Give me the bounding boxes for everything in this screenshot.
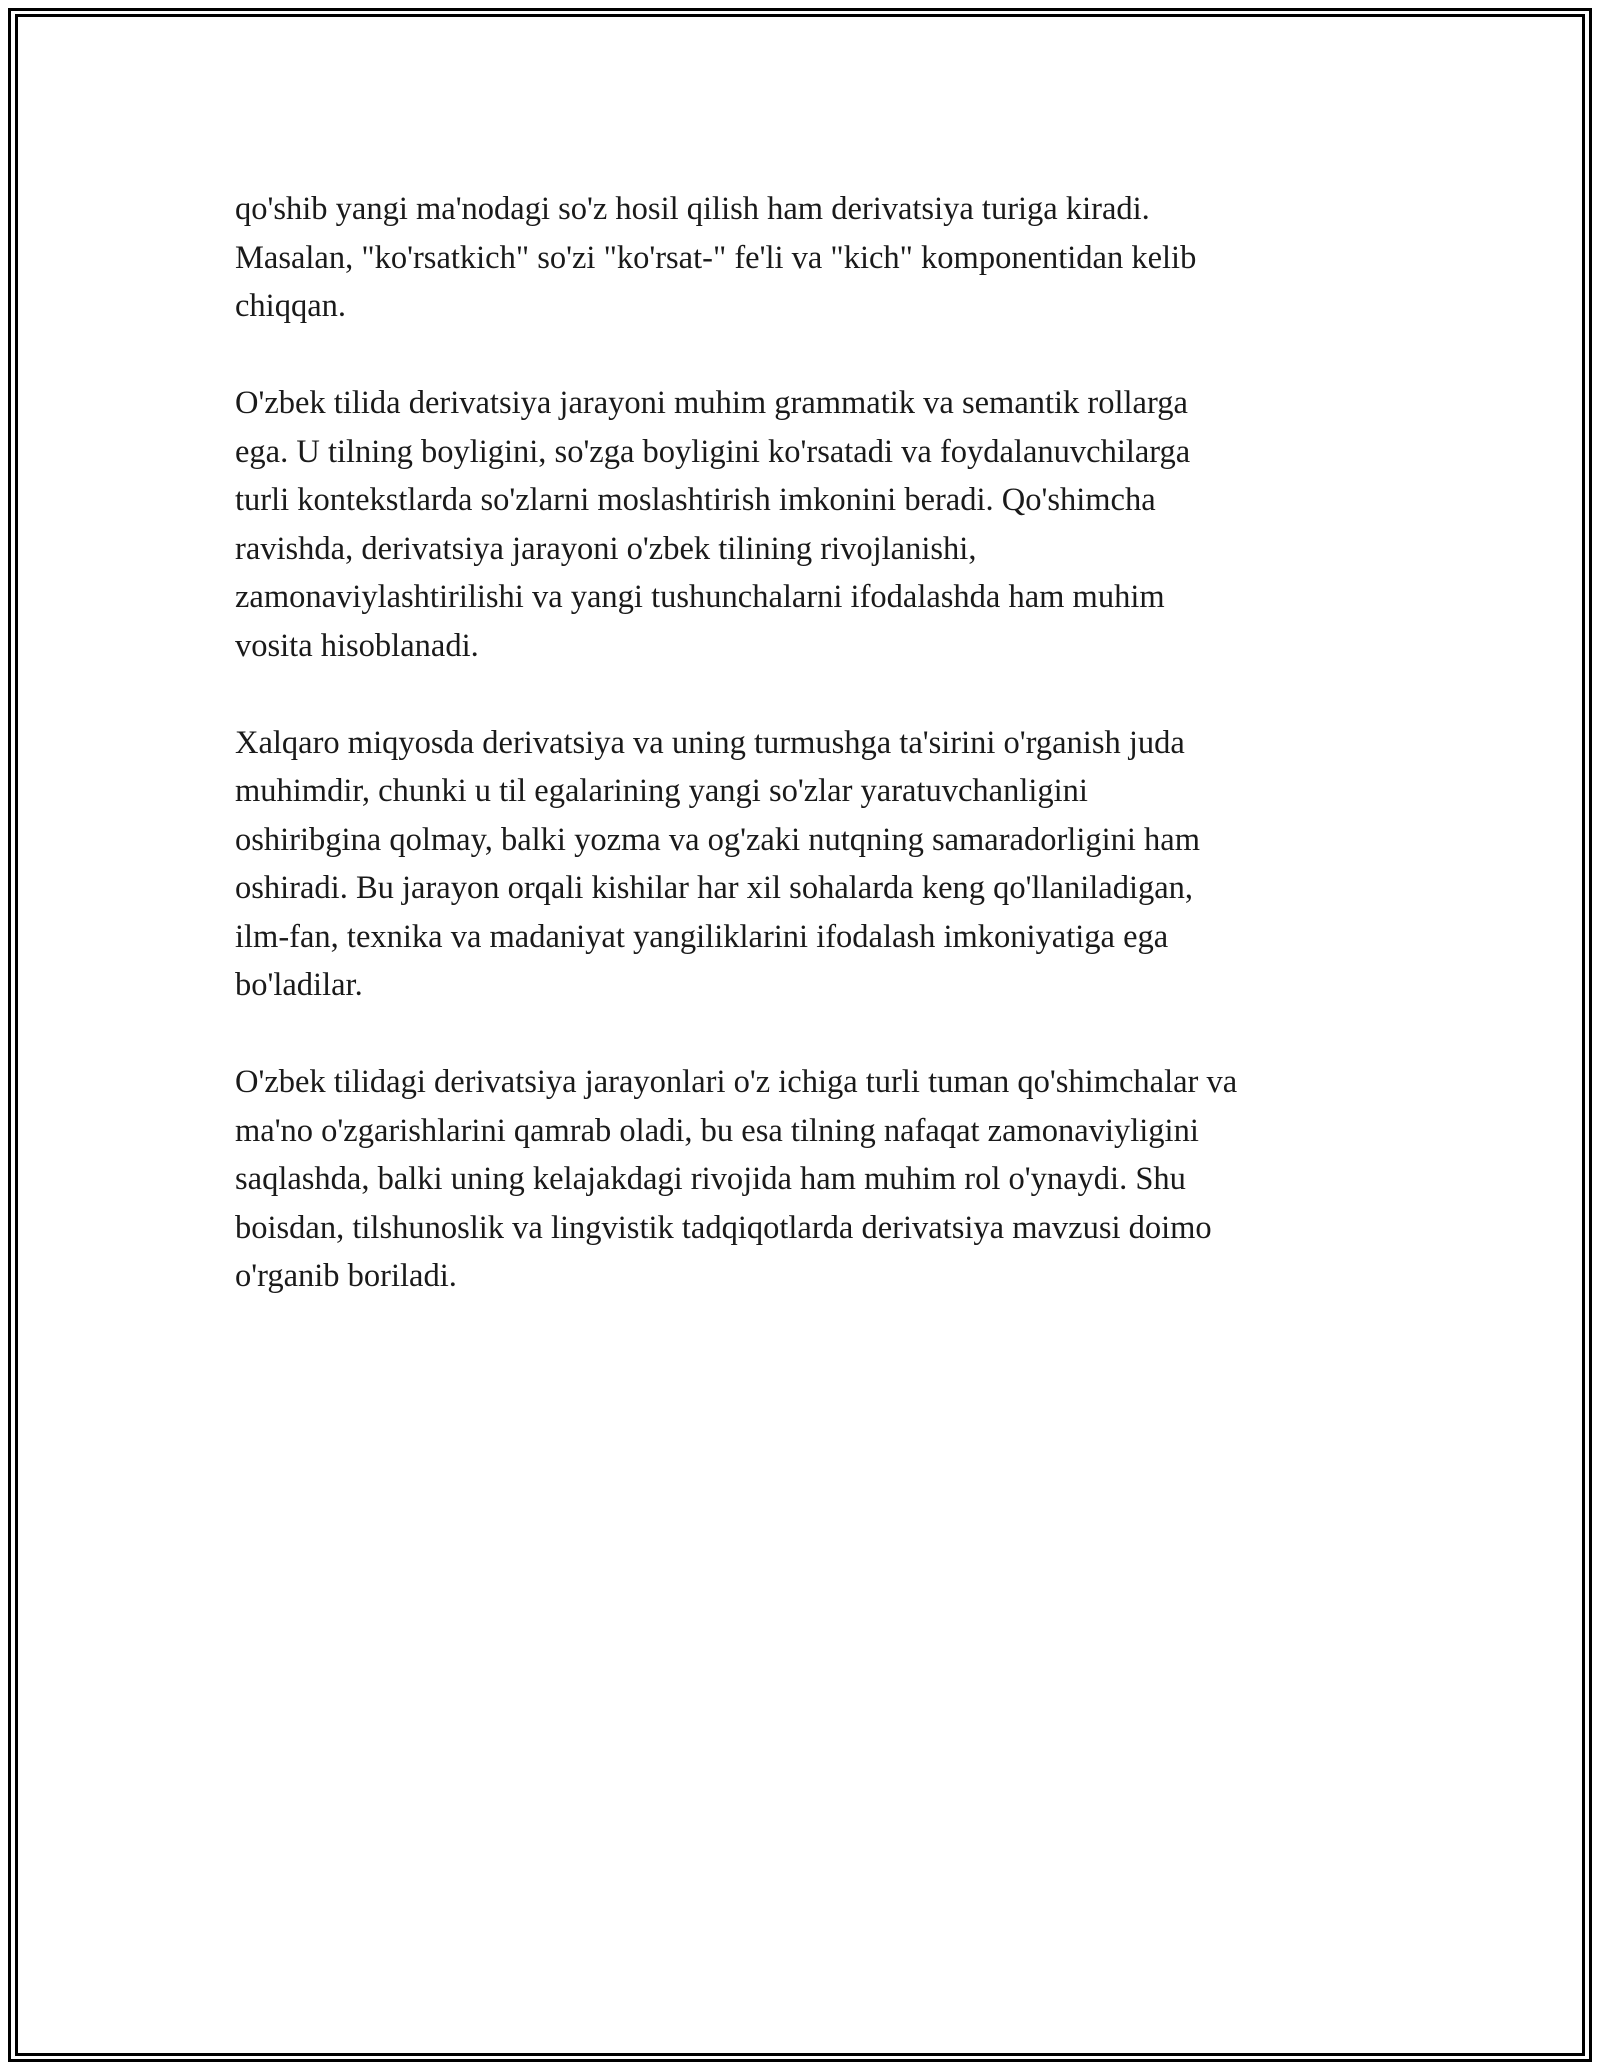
paragraph-4: O'zbek tilidagi derivatsiya jarayonlari o'z ichiga turli tuman qo'shimchalar va ma'no o'zgarishlarini qamrab oladi, bu esa tilning nafaqat zamonaviyligini saqlashda, balki uning kelajakdagi rivojida ham muhim rol o'ynaydi. Shu boisdan, tilshunoslik va lingvistik tadqiqotlarda derivatsiya mavzusi doimo o'rganib boriladi. <box>235 1064 1238 1294</box>
document-body <box>235 185 1375 1349</box>
paragraph-3: Xalqaro miqyosda derivatsiya va uning turmushga ta'sirini o'rganish juda muhimdir, chunki u til egalarining yangi so'zlar yaratuvchanligini oshiribgina qolmay, balki yozma va og'zaki nutqning samaradorligini ham oshiradi. Bu jarayon orqali kishilar har xil sohalarda keng qo'llaniladigan, ilm-fan, texnika va madaniyat yangiliklarini ifodalash imkoniyatiga ega bo'ladilar. <box>235 724 1200 1003</box>
paragraph-2: O'zbek tilida derivatsiya jarayoni muhim grammatik va semantik rollarga ega. U tilning boyligini, so'zga boyligini ko'rsatadi va foydalanuvchilarga turli kontekstlarda so'zlarni moslashtirish imkonini beradi. Qo'shimcha ravishda, derivatsiya jarayoni o'zbek tilining rivojlanishi, zamonaviylashtirilishi va yangi tushunchalarni ifodalashda ham muhim vosita hisoblanadi. <box>235 385 1191 664</box>
paragraph-1: qo'shib yangi ma'nodagi so'z hosil qilish ham derivatsiya turiga kiradi. Masalan, "ko'rsatkich" so'zi "ko'rsat-" fe'li va "kich" komponentidan kelib chiqqan. <box>235 191 1197 324</box>
